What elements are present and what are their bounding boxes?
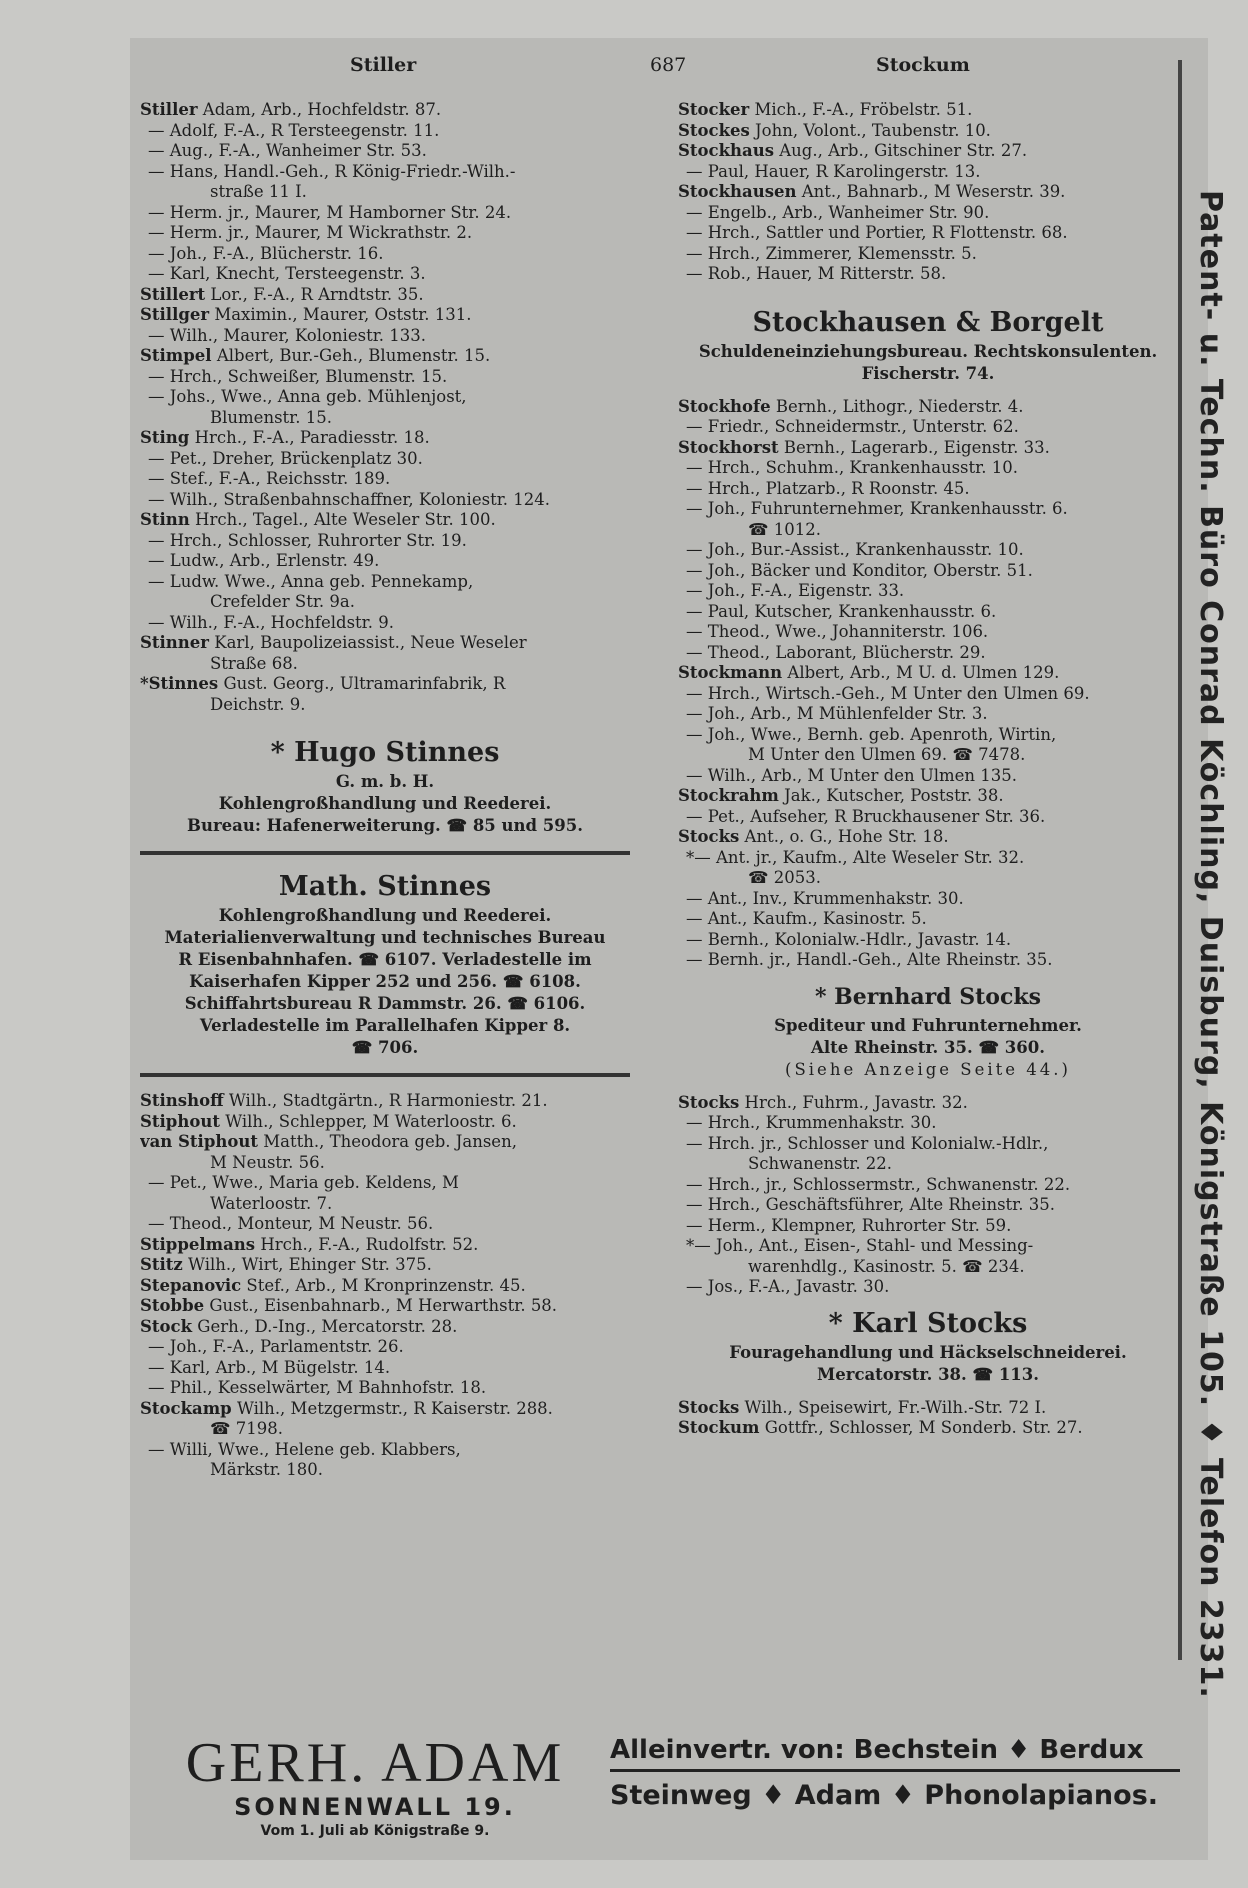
- ad-line: Bureau: Hafenerweiterung. ☎ 85 und 595.: [187, 816, 583, 835]
- entry-surname: Stepanovic: [140, 1275, 242, 1295]
- entry-continuation: Schwanenstr. 22.: [748, 1154, 893, 1173]
- entry-details: Adam, Arb., Hochfeldstr. 87.: [197, 100, 442, 119]
- directory-entry: [678, 540, 1178, 561]
- entry-details: — Wilh., Maurer, Koloniestr. 133.: [148, 325, 427, 345]
- ad-bernhard-stocks: [678, 979, 1178, 1081]
- directory-entry: [678, 1113, 1178, 1134]
- entry-details: — Willi, Wwe., Helene geb. Klabbers,: [148, 1439, 461, 1459]
- entry-surname: Stillger: [140, 305, 210, 324]
- entry-details: — Joh., Bur.-Assist., Krankenhausstr. 10.: [686, 540, 1024, 559]
- ad-line: R Eisenbahnhafen. ☎ 6107. Verladestelle im: [178, 950, 592, 969]
- directory-entry: [140, 121, 630, 142]
- entry-continuation: Märkstr. 180.: [210, 1460, 324, 1479]
- directory-entry: [678, 121, 1178, 142]
- ad-line: Spediteur und Fuhrunternehmer.: [774, 1015, 1082, 1035]
- ad-stockhausen-borgelt: [678, 305, 1178, 385]
- directory-entry: [678, 766, 1178, 787]
- entry-details: — Rob., Hauer, M Ritterstr. 58.: [686, 264, 947, 283]
- entry-details: — Herm. jr., Maurer, M Wickrathstr. 2.: [148, 223, 473, 242]
- directory-entry: [140, 1378, 630, 1399]
- entry-details: — Pet., Aufseher, R Bruckhausener Str. 36.: [686, 806, 1046, 826]
- entry-details: Jak., Kutscher, Poststr. 38.: [778, 786, 1004, 805]
- ad-title: Math. Stinnes: [278, 871, 492, 902]
- entry-surname: Stockhaus: [678, 141, 774, 160]
- directory-entry: [678, 1236, 1178, 1257]
- entry-details: Mich., F.-A., Fröbelstr. 51.: [749, 100, 973, 119]
- entry-details: — Hrch., Zimmerer, Klemensstr. 5.: [686, 243, 977, 263]
- directory-entry: [678, 848, 1178, 869]
- entry-continuation: ☎ 2053.: [748, 868, 822, 887]
- ad-hugo-stinnes: [140, 735, 630, 837]
- ad-line: Alte Rheinstr. 35. ☎ 360.: [811, 1037, 1045, 1057]
- directory-entry: [678, 889, 1178, 910]
- entry-list: [678, 100, 1178, 285]
- ad-title: * Hugo Stinnes: [270, 737, 500, 768]
- directory-entry: [140, 1112, 630, 1133]
- entry-surname: Stocks: [678, 1397, 740, 1417]
- entry-details: Ant., Bahnarb., M Weserstr. 39.: [796, 182, 1066, 201]
- directory-entry: [678, 1216, 1178, 1237]
- directory-entry: [140, 285, 630, 306]
- directory-entry: [140, 469, 630, 490]
- ad-line: ☎ 706.: [351, 1038, 419, 1057]
- entry-details: — Theod., Wwe., Johanniterstr. 106.: [686, 622, 989, 641]
- directory-entry: [140, 1132, 630, 1153]
- entry-surname: Stocker: [678, 100, 750, 119]
- directory-entry: [140, 674, 630, 695]
- entry-details: — Hrch., Platzarb., R Roonstr. 45.: [686, 478, 970, 498]
- ad-line: Kohlengroßhandlung und Reederei.: [218, 906, 552, 925]
- directory-entry: [140, 449, 630, 470]
- directory-entry: [678, 1134, 1178, 1155]
- header-left: Stiller: [350, 54, 417, 76]
- directory-entry: [140, 1337, 630, 1358]
- entry-surname: Stockhausen: [678, 182, 797, 201]
- entry-continuation: Deichstr. 9.: [210, 694, 306, 714]
- ad-karl-stocks: [678, 1306, 1178, 1386]
- directory-entry: [678, 458, 1178, 479]
- entry-continuation: Straße 68.: [210, 653, 298, 673]
- entry-surname: Stock: [140, 1316, 193, 1336]
- ad-line: Kohlengroßhandlung und Reederei.: [218, 794, 552, 813]
- entry-surname: Stockum: [678, 1418, 760, 1437]
- entry-continuation: ☎ 1012.: [748, 519, 822, 539]
- entry-details: — Bernh., Kolonialw.-Hdlr., Javastr. 14.: [686, 929, 1012, 949]
- entry-details: — Joh., F.-A., Blücherstr. 16.: [148, 243, 384, 263]
- entry-details: Albert, Arb., M U. d. Ulmen 129.: [782, 663, 1060, 682]
- directory-entry: [678, 223, 1178, 244]
- directory-entry: [140, 387, 630, 408]
- entry-details: Gerh., D.-Ing., Mercatorstr. 28.: [192, 1316, 458, 1336]
- entry-details: — Hrch., Schweißer, Blumenstr. 15.: [148, 366, 448, 386]
- entry-surname: Stitz: [140, 1255, 183, 1274]
- entry-details: Gust. Georg., Ultramarinfabrik, R: [218, 674, 506, 693]
- directory-entry: [678, 438, 1178, 459]
- entry-details: — Joh., Bäcker und Konditor, Oberstr. 51.: [686, 560, 1033, 580]
- entry-details: — Hrch., Sattler und Portier, R Flottenstr. 68.: [686, 223, 1068, 242]
- entry-details: — Bernh. jr., Handl.-Geh., Alte Rheinstr. 35.: [686, 950, 1053, 969]
- footer-company: GERH. ADAM: [185, 1732, 565, 1794]
- entry-details: Karl, Baupolizeiassist., Neue Weseler: [209, 633, 527, 652]
- entry-details: *— Joh., Ant., Eisen-, Stahl- und Messing-: [686, 1236, 1034, 1255]
- ad-line: Schuldeneinziehungsbureau. Rechtskonsulenten.: [698, 341, 1158, 361]
- entry-details: — Hrch., Schlosser, Ruhrorter Str. 19.: [148, 530, 467, 550]
- ad-math-stinnes: [140, 869, 630, 1059]
- sidebar-divider: [1178, 60, 1182, 1660]
- entry-continuation: Crefelder Str. 9a.: [210, 592, 355, 611]
- divider: [140, 851, 630, 855]
- directory-entry: [678, 203, 1178, 224]
- entry-surname: Stocks: [678, 1092, 740, 1112]
- directory-entry: [678, 643, 1178, 664]
- entry-details: Hrch., Tagel., Alte Weseler Str. 100.: [189, 510, 496, 529]
- directory-entry: [140, 428, 630, 449]
- directory-entry: [678, 100, 1178, 121]
- directory-entry: [678, 663, 1178, 684]
- sidebar-advertisement: Patent- u. Techn. Büro Conrad Köchling, Duisburg, Königstraße 105. ♦ Telefon 2331.: [1193, 190, 1228, 1699]
- ad-line: Fouragehandlung und Häckselschneiderei.: [729, 1342, 1127, 1362]
- directory-entry: [678, 264, 1178, 285]
- entry-surname: Stockhorst: [678, 437, 779, 457]
- entry-details: Bernh., Lithogr., Niederstr. 4.: [770, 396, 1024, 416]
- directory-entry: [678, 950, 1178, 971]
- entry-details: John, Volont., Taubenstr. 10.: [749, 120, 991, 140]
- directory-entry: [678, 162, 1178, 183]
- directory-entry: [140, 551, 630, 572]
- entry-details: — Hrch., jr., Schlossermstr., Schwanenstr. 22.: [686, 1174, 1071, 1194]
- ad-title: * Karl Stocks: [828, 1307, 1028, 1339]
- entry-details: Gottfr., Schlosser, M Sonderb. Str. 27.: [759, 1418, 1083, 1437]
- ad-title: Stockhausen & Borgelt: [752, 306, 1104, 338]
- directory-entry: [140, 1091, 630, 1112]
- entry-details: Hrch., Fuhrm., Javastr. 32.: [739, 1092, 968, 1112]
- directory-entry: [140, 141, 630, 162]
- entry-details: Bernh., Lagerarb., Eigenstr. 33.: [778, 437, 1050, 457]
- entry-details: — Hrch., Geschäftsführer, Alte Rheinstr. 35.: [686, 1195, 1055, 1214]
- directory-entry: [140, 510, 630, 531]
- entry-details: — Joh., Fuhrunternehmer, Krankenhausstr. 6.: [686, 499, 1068, 518]
- ad-line: (Siehe Anzeige Seite 44.): [785, 1059, 1071, 1079]
- directory-entry: [678, 479, 1178, 500]
- entry-details: — Joh., F.-A., Eigenstr. 33.: [686, 581, 905, 600]
- entry-details: Aug., Arb., Gitschiner Str. 27.: [774, 141, 1028, 160]
- directory-entry: [678, 182, 1178, 203]
- directory-entry: [678, 561, 1178, 582]
- entry-surname: Stobbe: [140, 1296, 205, 1315]
- footer-note: Vom 1. Juli ab Königstraße 9.: [260, 1823, 490, 1839]
- ad-line: Schiffahrtsbureau R Dammstr. 26. ☎ 6106.: [184, 994, 586, 1013]
- directory-entry: [678, 602, 1178, 623]
- entry-details: — Karl, Knecht, Tersteegenstr. 3.: [148, 264, 426, 283]
- directory-entry: [140, 100, 630, 121]
- entry-details: — Ant., Kaufm., Kasinostr. 5.: [686, 909, 927, 928]
- directory-entry: [140, 633, 630, 654]
- directory-entry: [140, 1214, 630, 1235]
- ad-line: G. m. b. H.: [335, 772, 435, 791]
- entry-details: Hrch., F.-A., Rudolfstr. 52.: [255, 1234, 479, 1254]
- entry-surname: Stockrahm: [678, 786, 779, 805]
- entry-continuation: ☎ 7198.: [210, 1419, 284, 1438]
- entry-surname: Stiphout: [140, 1111, 220, 1131]
- entry-details: Wilh., Stadtgärtn., R Harmoniestr. 21.: [223, 1091, 548, 1110]
- directory-entry: [140, 1235, 630, 1256]
- directory-entry: [678, 1093, 1178, 1114]
- directory-entry: [678, 622, 1178, 643]
- entry-details: — Friedr., Schneidermstr., Unterstr. 62.: [686, 417, 1019, 436]
- directory-entry: [678, 581, 1178, 602]
- footer-left: [155, 1732, 595, 1839]
- directory-entry: [678, 930, 1178, 951]
- entry-details: Stef., Arb., M Kronprinzenstr. 45.: [241, 1275, 526, 1295]
- ad-title: * Bernhard Stocks: [815, 983, 1041, 1010]
- entry-surname: Stockmann: [678, 663, 783, 682]
- entry-details: Gust., Eisenbahnarb., M Herwarthstr. 58.: [204, 1296, 558, 1315]
- entry-continuation: Waterloostr. 7.: [210, 1193, 333, 1213]
- entry-details: — Herm. jr., Maurer, M Hamborner Str. 24.: [148, 202, 512, 222]
- entry-surname: Stinshoff: [140, 1091, 224, 1110]
- entry-details: — Joh., F.-A., Parlamentstr. 26.: [148, 1337, 404, 1356]
- directory-entry: [140, 346, 630, 367]
- footer-right: [610, 1735, 1180, 1811]
- directory-entry: [678, 417, 1178, 438]
- entry-details: — Aug., F.-A., Wanheimer Str. 53.: [148, 141, 427, 160]
- directory-entry: [678, 909, 1178, 930]
- directory-entry: [678, 827, 1178, 848]
- footer-advertisement: [140, 1732, 1180, 1839]
- entry-details: Maximin., Maurer, Oststr. 131.: [209, 305, 472, 324]
- entry-details: Matth., Theodora geb. Jansen,: [257, 1132, 517, 1151]
- entry-details: — Herm., Klempner, Ruhrorter Str. 59.: [686, 1215, 1012, 1235]
- entry-continuation: M Neustr. 56.: [210, 1152, 325, 1172]
- entry-details: — Joh., Arb., M Mühlenfelder Str. 3.: [686, 704, 988, 723]
- directory-entry: [140, 1173, 630, 1194]
- entry-surname: Stockhofe: [678, 396, 771, 416]
- entry-details: — Wilh., Arb., M Unter den Ulmen 135.: [686, 765, 1018, 785]
- directory-entry: [678, 807, 1178, 828]
- entry-details: — Stef., F.-A., Reichsstr. 189.: [148, 469, 391, 488]
- entry-details: — Paul, Kutscher, Krankenhausstr. 6.: [686, 601, 997, 621]
- page-number: 687: [650, 54, 687, 76]
- entry-continuation: M Unter den Ulmen 69. ☎ 7478.: [748, 745, 1026, 764]
- entry-details: Wilh., Metzgermstr., R Kaiserstr. 288.: [231, 1398, 553, 1418]
- entry-details: — Paul, Hauer, R Karolingerstr. 13.: [686, 161, 981, 181]
- directory-entry: [140, 490, 630, 511]
- entry-details: Wilh., Schlepper, M Waterloostr. 6.: [219, 1111, 517, 1131]
- entry-list: [678, 1093, 1178, 1298]
- entry-details: — Jos., F.-A., Javastr. 30.: [686, 1277, 890, 1296]
- directory-entry: [678, 1398, 1178, 1419]
- entry-details: Hrch., F.-A., Paradiesstr. 18.: [189, 428, 430, 447]
- entry-details: — Hans, Handl.-Geh., R König-Friedr.-Wilh.-: [148, 161, 516, 181]
- entry-surname: *Stinnes: [140, 674, 219, 693]
- entry-surname: Sting: [140, 428, 190, 447]
- header-right: Stockum: [876, 54, 970, 76]
- entry-details: Albert, Bur.-Geh., Blumenstr. 15.: [211, 346, 491, 365]
- entry-list: [140, 1091, 630, 1481]
- entry-details: — Pet., Dreher, Brückenplatz 30.: [148, 448, 423, 468]
- entry-surname: Stinn: [140, 510, 190, 529]
- entry-list: [678, 397, 1178, 971]
- directory-entry: [140, 203, 630, 224]
- ad-line: Fischerstr. 74.: [861, 363, 995, 383]
- entry-details: — Hrch., Wirtsch.-Geh., M Unter den Ulmen 69.: [686, 683, 1090, 703]
- entry-details: — Johs., Wwe., Anna geb. Mühlenjost,: [148, 387, 467, 406]
- entry-details: — Adolf, F.-A., R Tersteegenstr. 11.: [148, 120, 440, 140]
- page-header: [140, 54, 1180, 84]
- directory-entry: [140, 326, 630, 347]
- entry-surname: Stiller: [140, 100, 198, 119]
- entry-details: — Hrch. jr., Schlosser und Kolonialw.-Hdlr.,: [686, 1133, 1049, 1153]
- entry-details: — Wilh., Straßenbahnschaffner, Koloniestr. 124.: [148, 489, 551, 509]
- ad-line: Kaiserhafen Kipper 252 und 256. ☎ 6108.: [189, 972, 581, 991]
- entry-continuation: Blumenstr. 15.: [210, 407, 332, 427]
- directory-entry: [140, 1296, 630, 1317]
- entry-details: Wilh., Speisewirt, Fr.-Wilh.-Str. 72 I.: [739, 1397, 1047, 1417]
- directory-entry: [140, 1440, 630, 1461]
- directory-entry: [678, 1175, 1178, 1196]
- right-column: [678, 100, 1178, 1439]
- directory-entry: [678, 1195, 1178, 1216]
- directory-entry: [140, 572, 630, 593]
- entry-details: — Engelb., Arb., Wanheimer Str. 90.: [686, 202, 990, 222]
- directory-entry: [140, 1276, 630, 1297]
- entry-details: — Theod., Monteur, M Neustr. 56.: [148, 1214, 434, 1233]
- entry-details: Ant., o. G., Hohe Str. 18.: [739, 827, 949, 846]
- entry-details: Lor., F.-A., R Arndtstr. 35.: [205, 284, 424, 304]
- directory-entry: [678, 1277, 1178, 1298]
- footer-address: SONNENWALL 19.: [234, 1793, 516, 1821]
- entry-details: — Pet., Wwe., Maria geb. Keldens, M: [148, 1173, 459, 1192]
- entry-surname: Stockamp: [140, 1398, 232, 1418]
- entry-surname: Stillert: [140, 284, 206, 304]
- directory-entry: [140, 223, 630, 244]
- entry-surname: Stocks: [678, 827, 740, 846]
- entry-details: Wilh., Wirt, Ehinger Str. 375.: [182, 1255, 432, 1274]
- entry-surname: Stockes: [678, 120, 750, 140]
- entry-surname: van Stiphout: [140, 1132, 258, 1151]
- entry-details: — Karl, Arb., M Bügelstr. 14.: [148, 1357, 391, 1377]
- directory-entry: [140, 613, 630, 634]
- left-column: [140, 100, 630, 1481]
- directory-entry: [678, 684, 1178, 705]
- directory-entry: [140, 264, 630, 285]
- entry-details: — Phil., Kesselwärter, M Bahnhofstr. 18.: [148, 1378, 487, 1397]
- directory-entry: [140, 531, 630, 552]
- directory-entry: [678, 141, 1178, 162]
- footer-line-1: Alleinvertr. von: Bechstein ♦ Berdux: [610, 1735, 1180, 1772]
- entry-details: — Ludw. Wwe., Anna geb. Pennekamp,: [148, 571, 474, 591]
- ad-line: Verladestelle im Parallelhafen Kipper 8.: [199, 1016, 571, 1035]
- directory-entry: [140, 305, 630, 326]
- ad-line: Materialienverwaltung und technisches Bureau: [164, 928, 606, 947]
- entry-surname: Stinner: [140, 633, 209, 652]
- entry-list: [678, 1398, 1178, 1439]
- directory-entry: [678, 725, 1178, 746]
- directory-entry: [678, 704, 1178, 725]
- entry-list: [140, 100, 630, 715]
- directory-entry: [140, 367, 630, 388]
- directory-entry: [678, 1418, 1178, 1439]
- directory-entry: [678, 499, 1178, 520]
- directory-entry: [140, 244, 630, 265]
- directory-entry: [140, 1399, 630, 1420]
- entry-details: — Wilh., F.-A., Hochfeldstr. 9.: [148, 612, 394, 632]
- entry-details: — Hrch., Krummenhakstr. 30.: [686, 1113, 937, 1132]
- directory-entry: [140, 1317, 630, 1338]
- directory-entry: [678, 786, 1178, 807]
- directory-entry: [140, 1358, 630, 1379]
- directory-entry: [678, 244, 1178, 265]
- entry-continuation: warenhdlg., Kasinostr. 5. ☎ 234.: [748, 1256, 1025, 1276]
- entry-details: — Theod., Laborant, Blücherstr. 29.: [686, 642, 986, 662]
- divider: [140, 1073, 630, 1077]
- directory-entry: [140, 1255, 630, 1276]
- entry-surname: Stimpel: [140, 346, 212, 365]
- entry-details: — Ludw., Arb., Erlenstr. 49.: [148, 551, 380, 570]
- entry-continuation: straße 11 I.: [210, 182, 307, 201]
- entry-details: — Hrch., Schuhm., Krankenhausstr. 10.: [686, 458, 1018, 477]
- footer-line-2: Steinweg ♦ Adam ♦ Phonolapianos.: [610, 1780, 1159, 1811]
- directory-entry: [140, 162, 630, 183]
- entry-details: — Ant., Inv., Krummenhakstr. 30.: [686, 888, 964, 908]
- ad-line: Mercatorstr. 38. ☎ 113.: [816, 1364, 1040, 1384]
- entry-surname: Stippelmans: [140, 1234, 256, 1254]
- entry-details: — Joh., Wwe., Bernh. geb. Apenroth, Wirtin,: [686, 724, 1057, 744]
- directory-entry: [678, 397, 1178, 418]
- entry-details: *— Ant. jr., Kaufm., Alte Weseler Str. 32.: [686, 847, 1025, 867]
